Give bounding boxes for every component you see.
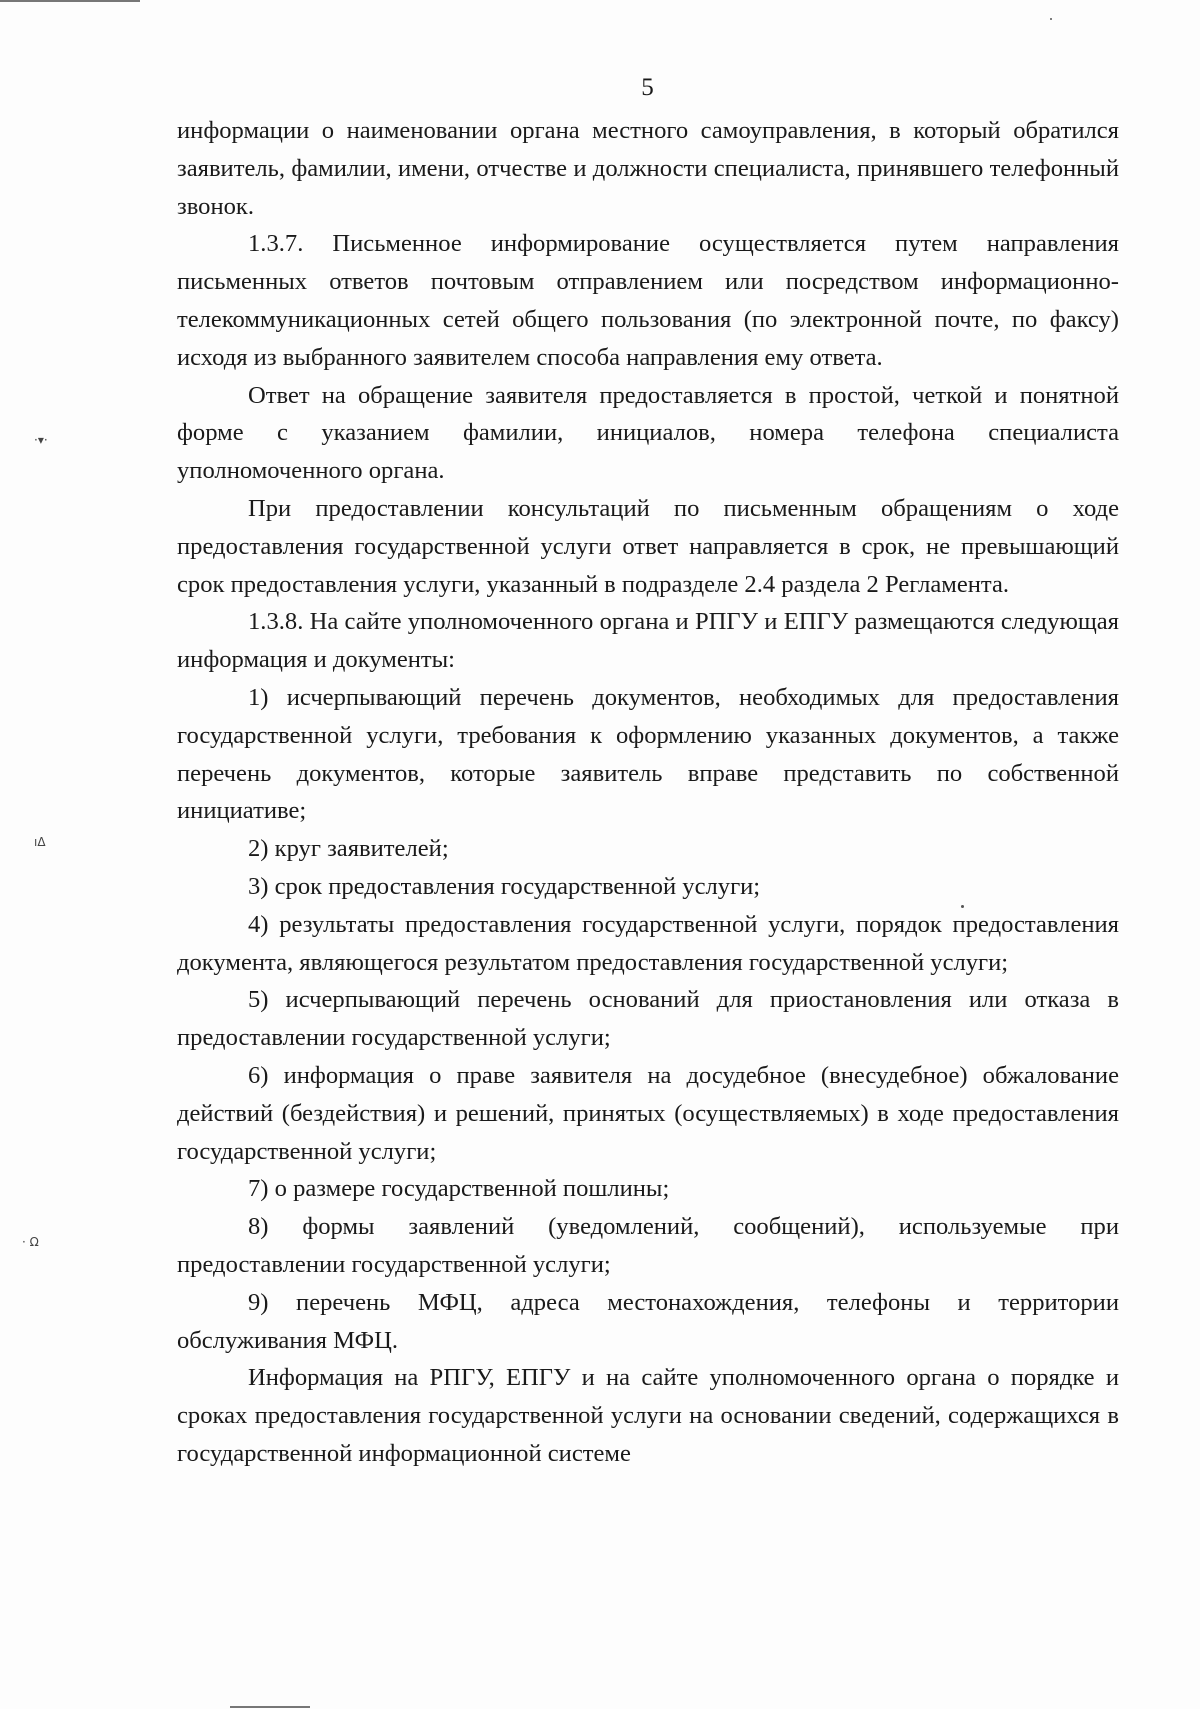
paragraph-continuation: информации о наименовании органа местного самоуправления, в который обратился заявитель, фамилии, имени, отчестве и должности специалиста, принявшего телефонный звонок.: [177, 117, 1119, 220]
paragraph-item-9: 9) перечень МФЦ, адреса местонахождения, телефоны и территории обслуживания МФЦ.: [177, 1288, 1119, 1354]
paragraph-item-7: 7) о размере государственной пошлины;: [248, 1175, 670, 1203]
paragraph-1-3-8: 1.3.8. На сайте уполномоченного органа и РПГУ и ЕПГУ размещаются следующая информация и документы:: [177, 608, 1119, 674]
document-body: [177, 112, 1119, 1473]
margin-mark-2: ıΔ: [34, 835, 46, 849]
paragraph-item-8: 8) формы заявлений (уведомлений, сообщений), используемые при предоставлении государственной услуги;: [177, 1213, 1119, 1278]
paragraph-item-2: 2) круг заявителей;: [248, 835, 449, 863]
top-edge-line: [0, 0, 140, 2]
margin-mark-3: · Ω: [22, 1235, 39, 1249]
speck: [1050, 18, 1052, 20]
paragraph-item-3: 3) срок предоставления государственной услуги;: [248, 872, 761, 900]
paragraph-item-4: 4) результаты предоставления государственной услуги, порядок предоставления документа, являющегося результатом предоставления государственной услуги;: [177, 910, 1119, 976]
paragraph-consult: При предоставлении консультаций по письменным обращениям о ходе предоставления государственной услуги ответ направляется в срок, не превышающий срок предоставления услуги, указанный в подразделе 2.4 раздела 2 Регламента.: [177, 494, 1119, 598]
paragraph-item-6: 6) информация о праве заявителя на досудебное (внесудебное) обжалование действий (бездействия) и решений, принятых (осуществляемых) в ходе предоставления государственной услуги;: [177, 1061, 1119, 1165]
margin-mark-1: ·▾·: [34, 433, 48, 447]
paragraph-item-5: 5) исчерпывающий перечень оснований для приостановления или отказа в предоставлении государственной услуги;: [177, 986, 1119, 1052]
paragraph-item-1: 1) исчерпывающий перечень документов, необходимых для предоставления государственной услуги, требования к оформлению указанных документов, а также перечень документов, которые заявитель вправе представить по собственной инициативе;: [177, 683, 1119, 825]
paragraph-info: Информация на РПГУ, ЕПГУ и на сайте уполномоченного органа о порядке и сроках предоставления государственной услуги на основании сведений, содержащихся в государственной информационной системе: [177, 1364, 1119, 1467]
bottom-edge-line: [230, 1706, 310, 1708]
paragraph-1-3-7: 1.3.7. Письменное информирование осуществляется путем направления письменных ответов почтовым отправлением или посредством информационно-телекоммуникационных сетей общего пользования (по электронной почте, по факсу) исходя из выбранного заявителем способа направления ему ответа.: [177, 230, 1119, 371]
paragraph-answer: Ответ на обращение заявителя предоставляется в простой, четкой и понятной форме с указанием фамилии, инициалов, номера телефона специалиста уполномоченного органа.: [177, 381, 1119, 485]
page-number: 5: [641, 74, 654, 101]
